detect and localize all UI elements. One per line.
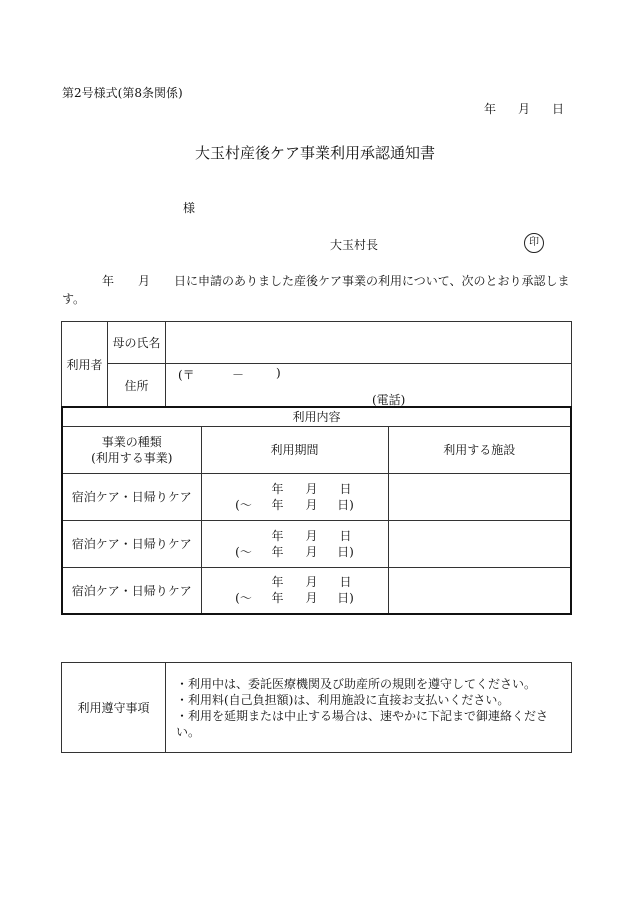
rule-item: ・利用料(自己負担額)は、利用施設に直接お支払いください。 [176,692,510,707]
facility-header: 利用する施設 [388,426,571,473]
address-label: 住所 [108,364,166,408]
period-header: 利用期間 [201,426,388,473]
start-year: 年 [271,575,284,590]
usage-period[interactable] [201,473,388,520]
start-year: 年 [271,528,284,543]
postal-dash: － [232,368,245,382]
usage-row [62,567,571,614]
end-year: 年 [271,544,284,559]
type-header-line1: 事業の種類 [101,434,162,449]
type-header-line2: (利用する事業) [91,450,173,465]
user-info-table [61,321,572,408]
phone-label: (電話) [372,393,406,407]
intro-body: 日に申請のありました産後ケア事業の利用について、次のとおり承認します。 [62,274,570,306]
addressee-suffix: 様 [183,201,196,215]
facility-field[interactable] [388,520,571,567]
end-month: 月 [305,591,318,606]
end-day: 日) [337,544,354,559]
seal-mark: 印 [524,233,544,253]
start-day: 日 [339,528,352,543]
end-month: 月 [305,544,318,559]
user-label: 利用者 [62,322,108,408]
document-title: 大玉村産後ケア事業利用承認通知書 [194,144,435,162]
usage-period[interactable] [201,520,388,567]
date-year-label: 年 [484,102,497,116]
period-tilde: (～ [235,544,252,559]
start-month: 月 [305,575,318,590]
type-header [62,426,201,473]
address-field[interactable] [166,364,572,408]
issuer-name: 大玉村長 [330,238,379,252]
start-day: 日 [339,481,352,496]
form-number: 第2号様式(第8条関係) [62,86,183,100]
start-month: 月 [305,528,318,543]
intro-year: 年 [102,274,115,288]
usage-row [62,520,571,567]
care-type: 宿泊ケア・日帰りケア [62,520,201,567]
issue-date [484,100,564,117]
end-year: 年 [271,497,284,512]
mother-name-field[interactable] [166,322,572,364]
usage-content-table [61,406,572,615]
period-tilde: (～ [235,591,252,606]
end-day: 日) [337,591,354,606]
rule-item: ・利用中は、委託医療機関及び助産所の規則を遵守してください。 [176,676,537,691]
start-month: 月 [305,481,318,496]
date-month-label: 月 [518,102,531,116]
date-day-label: 日 [552,102,565,116]
facility-field[interactable] [388,567,571,614]
start-day: 日 [339,575,352,590]
end-day: 日) [337,497,354,512]
mother-name-label: 母の氏名 [108,322,166,364]
rule-item: ・利用を延期または中止する場合は、速やかに下記まで御連絡ください。 [176,708,549,739]
postal-open: (〒 [178,368,195,382]
care-type: 宿泊ケア・日帰りケア [62,567,201,614]
usage-content-title: 利用内容 [62,407,571,426]
usage-rules-table [61,662,572,753]
usage-row [62,473,571,520]
intro-text [62,272,574,308]
rules-label: 利用遵守事項 [62,663,166,753]
rules-list [166,663,572,753]
usage-period[interactable] [201,567,388,614]
postal-close: ) [276,366,281,380]
care-type: 宿泊ケア・日帰りケア [62,473,201,520]
facility-field[interactable] [388,473,571,520]
start-year: 年 [271,481,284,496]
end-year: 年 [271,591,284,606]
end-month: 月 [305,497,318,512]
period-tilde: (～ [235,497,252,512]
intro-month: 月 [138,274,151,288]
